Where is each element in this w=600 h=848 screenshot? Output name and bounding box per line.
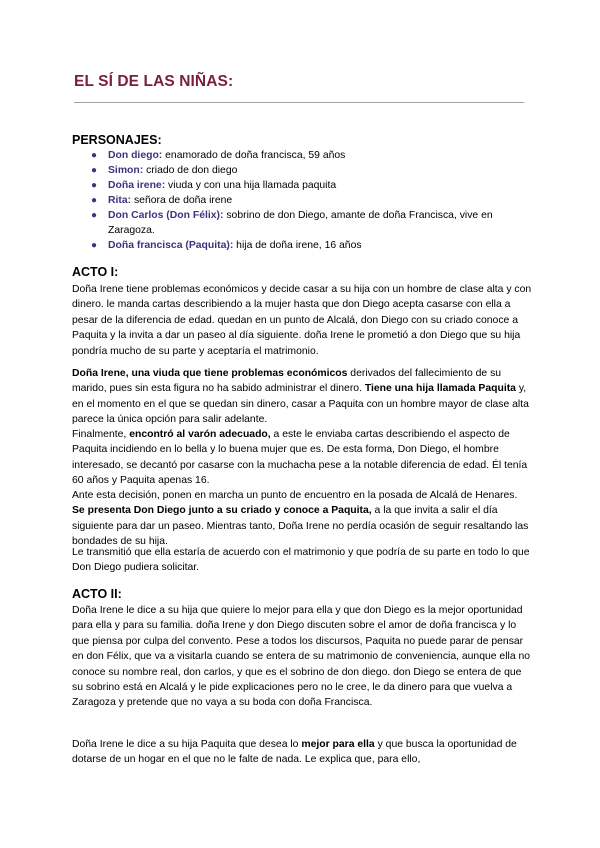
character-description: viuda y con una hija llamada paquita <box>165 180 337 191</box>
title-divider <box>74 102 524 103</box>
bullet-icon: ● <box>91 150 98 161</box>
bold-text: Doña Irene, una viuda que tiene problemas económicos <box>72 368 348 379</box>
bullet-icon: ● <box>91 165 98 176</box>
character-name: Don Carlos (Don Félix): <box>108 210 224 221</box>
character-name: Doña francisca (Paquita): <box>108 240 234 251</box>
character-name: Don diego: <box>108 150 163 161</box>
character-description: señora de doña irene <box>131 195 233 206</box>
character-name: Doña irene: <box>108 180 166 191</box>
acto1-heading: ACTO I: <box>72 265 119 279</box>
acto1-paragraph-4 <box>72 488 532 550</box>
acto1-paragraph-2 <box>72 366 532 428</box>
list-item <box>72 208 532 238</box>
text: a la que invita a salir el día siguiente para dar un paseo. Mientras tanto, Doña Irene no perdía ocasión de seguir resaltando las bondades de su hija. <box>72 505 529 548</box>
text: y que busca la oportunidad de dotarse de un hogar en el que no le falte de nada. Le explica que, para ello, <box>72 739 517 766</box>
bullet-icon: ● <box>91 180 98 191</box>
text: y, en el momento en el que se quedan sin dinero, casar a Paquita con un hombre mayor de clase alta parece la única opción para salir adelante. <box>72 383 529 426</box>
acto1-paragraph-5: Le transmitió que ella estaría de acuerdo con el matrimonio y que podría de su parte en todo lo que Don Diego pudiera solicitar. <box>72 547 530 574</box>
bullet-icon: ● <box>91 210 98 221</box>
acto2-paragraph-2 <box>72 737 532 768</box>
text: Finalmente, <box>72 429 130 440</box>
list-item <box>72 178 532 193</box>
character-name: Rita: <box>108 195 132 206</box>
text: Ante esta decisión, ponen en marcha un punto de encuentro en la posada de Alcalá de Henares. <box>72 490 518 501</box>
character-description: enamorado de doña francisca, 59 años <box>162 150 346 161</box>
acto1-paragraph-1: Doña Irene tiene problemas económicos y decide casar a su hija con un hombre de clase alta y con dinero. le manda cartas describiendo a la mujer hasta que don Diego acepta casarse con ella a pesar de la diferencia de edad. quedan en un punto de Alcalá, don Diego con su criado conoce a Paquita y la invita a dar un paseo al día siguiente. doña Irene le prometió a don Diego que su hija pondría mucho de su parte y aceptaría el matrimonio. <box>72 284 532 357</box>
bold-text: mejor para ella <box>301 739 375 750</box>
text: Doña Irene le dice a su hija Paquita que desea lo <box>72 739 302 750</box>
acto1-paragraph-3 <box>72 427 532 489</box>
character-name: Simon: <box>108 165 144 176</box>
character-description: sobrino de don Diego, amante de doña Francisca, vive en Zaragoza. <box>108 210 493 236</box>
text: a este le enviaba cartas describiendo el aspecto de Paquita incidiendo en lo bella y lo buena mujer que es. De esta forma, Don Diego, el hombre interesado, se decantó por casarse con la muchacha pese a la notable diferencia de edad. Él tenía 60 años y Paquita apenas 16. <box>72 429 528 487</box>
list-item <box>72 193 532 208</box>
character-description: criado de don diego <box>143 165 238 176</box>
list-item <box>72 148 532 163</box>
bullet-icon: ● <box>91 195 98 206</box>
personajes-list <box>72 148 532 253</box>
bold-text: encontró al varón adecuado, <box>129 429 274 440</box>
document-title: EL SÍ DE LAS NIÑAS: <box>74 73 234 90</box>
bold-text: Tiene una hija llamada Paquita <box>364 383 516 395</box>
list-item <box>72 238 532 253</box>
character-description: hija de doña irene, 16 años <box>233 240 362 251</box>
text: derivados del fallecimiento de su marido, pues sin esta figura no ha sabido administrar el dinero. <box>72 368 502 395</box>
personajes-heading: PERSONAJES: <box>72 133 162 147</box>
acto2-paragraph-1: Doña Irene le dice a su hija que quiere lo mejor para ella y que don Diego es la mejor oportunidad para ella y para su familia. doña Irene y don Diego discuten sobre el amor de doña francisca y lo que piensa por culpa del convento. Pese a todos los discursos, Paquita no puede parar de pensar en don Félix, que va a visitarla cuando se entera de su matrimonio de conveniencia, aunque ella no conoce su nombre real, don carlos, y que es el sobrino de don diego. don Diego se entera de que su sobrino está en Alcalá y le pide explicaciones pero no le cree, le da dinero para que vuelva a Zaragoza y pretende que no vaya a su boda con doña Francisca. <box>72 605 531 709</box>
bold-text: Se presenta Don Diego junto a su criado y conoce a Paquita, <box>72 505 372 517</box>
list-item <box>72 163 532 178</box>
bullet-icon: ● <box>91 240 98 251</box>
acto2-heading: ACTO II: <box>72 587 122 601</box>
